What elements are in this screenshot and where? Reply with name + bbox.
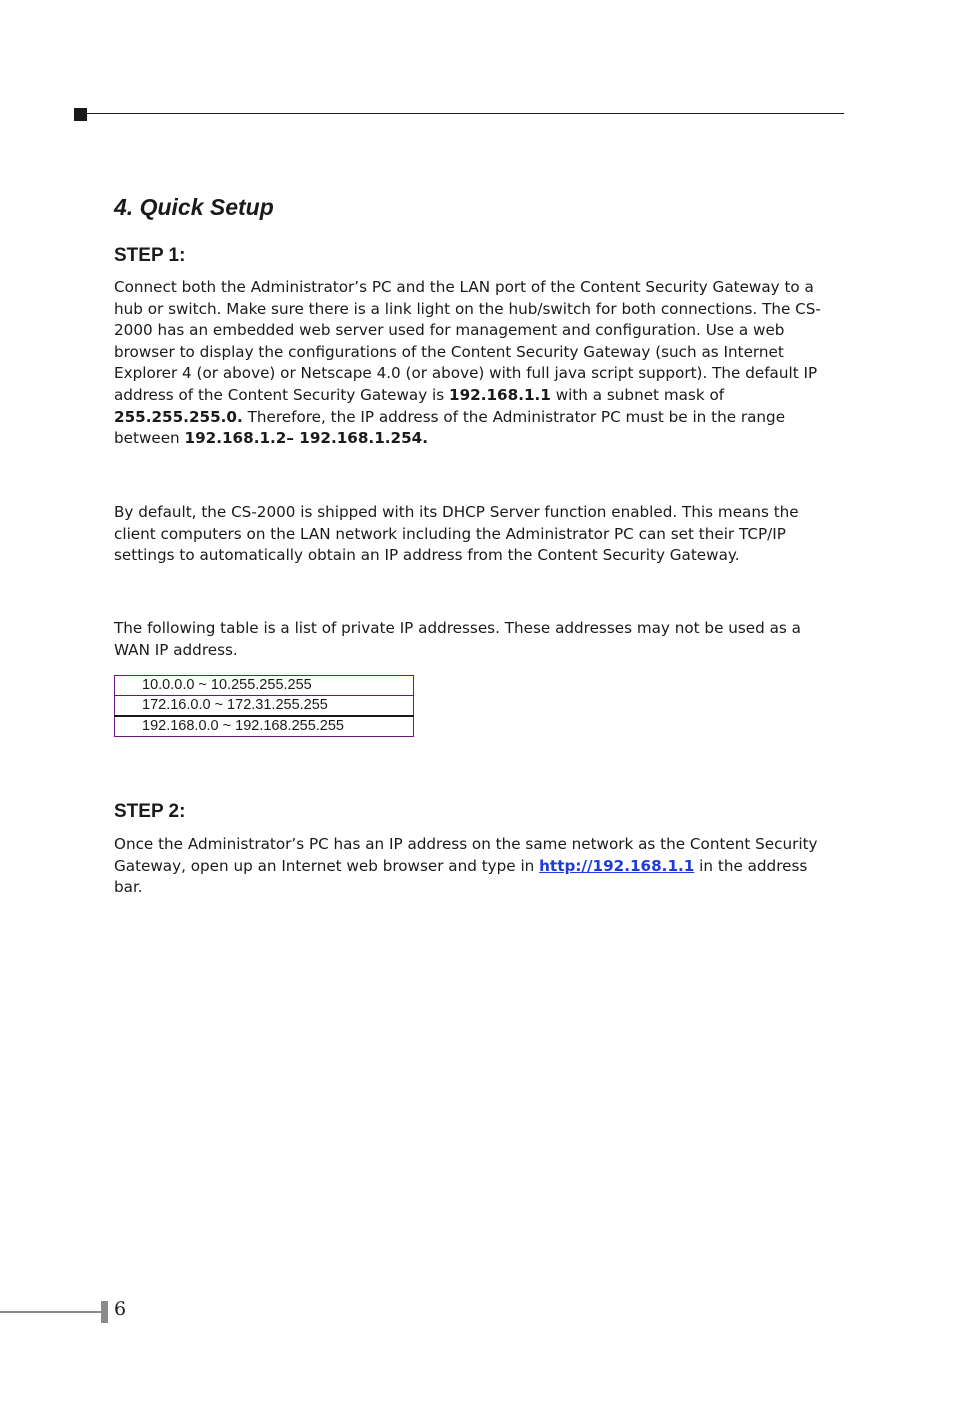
default-ip: 192.168.1.1 bbox=[449, 385, 551, 404]
section-title: 4. Quick Setup bbox=[114, 194, 274, 220]
ip-range: 192.168.1.2– 192.168.1.254. bbox=[184, 429, 428, 448]
step1-heading: STEP 1: bbox=[114, 245, 186, 266]
step1-paragraph-connect bbox=[114, 277, 840, 450]
table-cell: 192.168.0.0 ~ 192.168.255.255 bbox=[115, 716, 414, 737]
step1-paragraph-dhcp: By default, the CS-2000 is shipped with its DHCP Server function enabled. This means the client computers on the LAN network including the Administrator PC can set their TCP/IP settings to automatically obtain an IP address from the Content Security Gateway. bbox=[114, 503, 799, 565]
p1-text-b: with a subnet mask of bbox=[550, 385, 725, 404]
footer-marker bbox=[101, 1301, 108, 1323]
step2-text-a: Once the Administrator’s PC has an IP address on the same network as the Content Security Gateway, open up an Internet web browser and type in bbox=[114, 835, 818, 875]
gateway-url-link[interactable]: http://192.168.1.1 bbox=[539, 856, 695, 875]
table-row bbox=[115, 696, 414, 717]
subnet-mask: 255.255.255.0. bbox=[114, 407, 243, 426]
step1-paragraph-private-ip: The following table is a list of private IP addresses. These addresses may not be used as a WAN IP address. bbox=[114, 619, 801, 659]
step2-heading: STEP 2: bbox=[114, 801, 186, 822]
header-marker bbox=[74, 108, 87, 121]
header-rule bbox=[87, 113, 844, 114]
private-ip-table bbox=[114, 675, 414, 737]
table-cell: 10.0.0.0 ~ 10.255.255.255 bbox=[115, 676, 414, 696]
step2-paragraph bbox=[114, 834, 840, 899]
p1-text-a: Connect both the Administrator’s PC and the LAN port of the Content Security Gateway to a hub or switch. Make sure there is a link light on the hub/switch for both connections. The CS-2000 has an embedded web server used for management and configuration. Use a web browser to display the configurations of the Content Security Gateway (such as Internet Explorer 4 (or above) or Netscape 4.0 (or above) with full java script support). The default IP address of the Content Security Gateway is bbox=[114, 278, 821, 404]
page-number: 6 bbox=[114, 1298, 127, 1320]
table-cell: 172.16.0.0 ~ 172.31.255.255 bbox=[115, 696, 414, 717]
table-row bbox=[115, 716, 414, 737]
footer-rule bbox=[0, 1311, 101, 1313]
p1-text-c: Therefore, the IP address of the Administrator PC must be in the range between bbox=[114, 407, 786, 448]
table-row bbox=[115, 676, 414, 696]
step2-text-b: in the address bar. bbox=[114, 856, 808, 897]
